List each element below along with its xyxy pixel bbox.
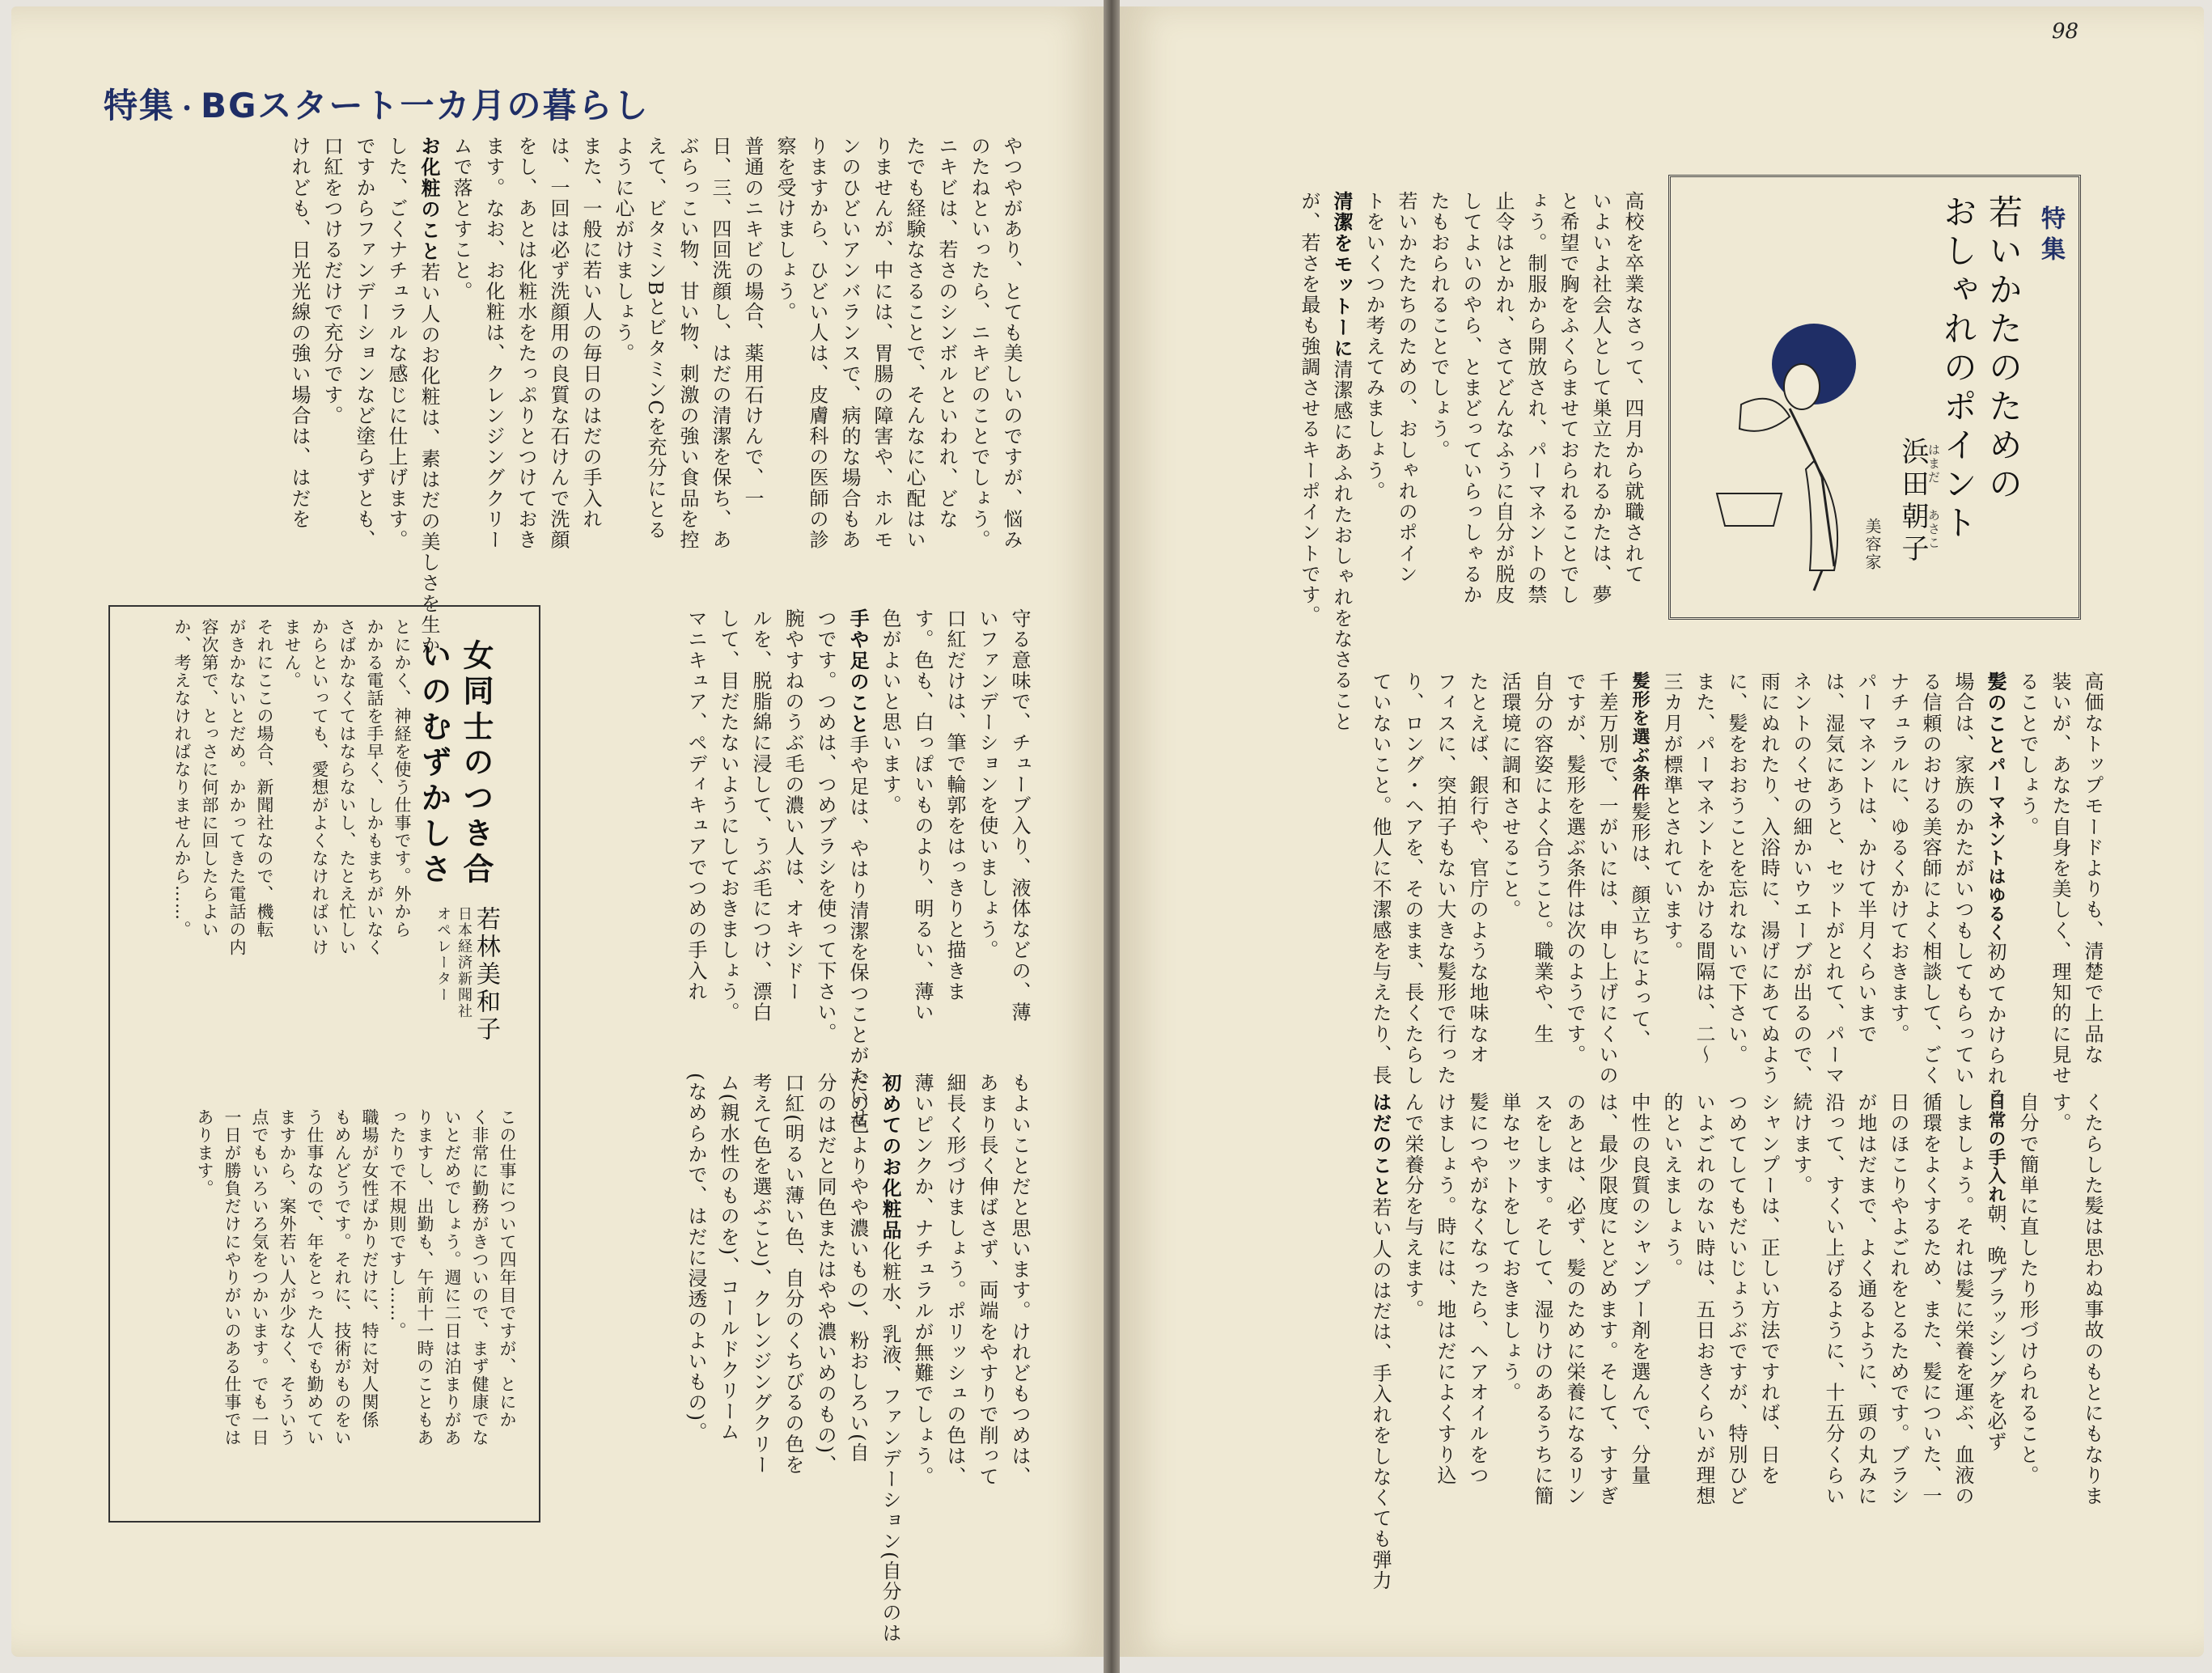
text-line: は、一回は必ず洗顔用の良質な石けんで洗顔 xyxy=(547,136,570,550)
text-line: けれども、日光光線の強い場合は、はだを xyxy=(288,136,311,530)
text-line: 活環境に調和させること。 xyxy=(1498,671,1521,921)
text-line: して、目だたないようにしておきましょう。 xyxy=(717,608,739,1023)
paragraph xyxy=(172,618,412,956)
text-line: が地はだまで、よく通るように、頭の丸みに xyxy=(1854,1092,1877,1506)
paragraph xyxy=(684,608,869,1128)
text-line: えて、ビタミンBとビタミンCを充分にとる xyxy=(644,136,667,540)
text-line: りますし、出勤も、午前十一時のこともあ xyxy=(415,1108,434,1446)
text-line: スをします。そして、湿りけのあるうちに簡 xyxy=(1531,1092,1553,1506)
text-line: トをいくつか考えてみましょう。 xyxy=(1362,191,1385,502)
text-line: 高価なトップモードよりも、清楚で上品な xyxy=(2081,671,2104,1065)
sidebar-affiliation-line2: オペレーター xyxy=(434,906,451,1003)
paragraph xyxy=(1369,671,1651,1086)
text-line: 口紅をつけるだけで充分です。 xyxy=(320,136,343,426)
feature-title-line2: おしゃれのポイント xyxy=(1939,194,1978,544)
book-gutter xyxy=(1104,0,1120,1673)
text-line: ンのひどいアンバランスで、病的な場合もあ xyxy=(838,136,861,550)
text-line: 沿って、すくい上げるように、十五分くらい xyxy=(1822,1092,1845,1506)
text-line: 場合は、家族のかたがいつもしてもらってい xyxy=(1951,671,1974,1086)
text-line: また、一般に若い人の毎日のはだの手入れ xyxy=(579,136,602,530)
text-line: ですが、髪形を選ぶ条件は次のようです。 xyxy=(1563,671,1586,1065)
right-bottom-text xyxy=(1186,1092,2108,1591)
text-line: くたらした髪は思わぬ事故のもとにもなりま xyxy=(2081,1092,2104,1506)
text-line: けましょう。時には、地はだによくすり込 xyxy=(1434,1092,1456,1486)
text-line: 雨にぬれたり、入浴時に、湯げにあてぬよう xyxy=(1757,671,1780,1086)
text-line: 口紅だけは、筆で輪郭をはっきりと描きま xyxy=(943,608,966,1002)
series-title-dot: ・ xyxy=(175,95,201,124)
text-line: ですからファンデーションなど塗らずとも、 xyxy=(353,136,375,550)
series-title-sub: BGスタート一カ月の暮らし xyxy=(201,86,650,125)
text-line: 続けます。 xyxy=(1790,1092,1812,1196)
sidebar-author xyxy=(469,906,502,1100)
text-line: 若い人のはだは、手入れをしなくても弾力 xyxy=(1369,1197,1392,1591)
text-line: のあとは、必ず、髪のために栄養になるリン xyxy=(1563,1092,1586,1506)
text-line: 一日が勝負だけにやりがいのある仕事では xyxy=(222,1108,242,1446)
text-line: 循環をよくするため、また、髪についた、一 xyxy=(1919,1092,1942,1506)
left-col2-text xyxy=(550,608,1036,1129)
text-line: に、髪をおおうことを忘れないで下さい。 xyxy=(1725,671,1748,1065)
heading-daily-care: 日常の手入れ xyxy=(1985,1092,2006,1204)
series-title-main: 特集 xyxy=(104,86,176,125)
text-line: シャンプーは、正しい方法ですれば、日を xyxy=(1757,1092,1780,1486)
feature-title xyxy=(1935,194,2026,544)
sidebar-affiliation xyxy=(432,906,474,1100)
heading-skin: はだのこと xyxy=(1369,1092,1392,1197)
text-line: く非常に勤務がきついので、まず健康でな xyxy=(470,1108,489,1446)
text-line: だの色よりやや濃いもの)、粉おしろい(自 xyxy=(846,1073,869,1463)
sidebar-affiliation-line1: 日本経済新聞社 xyxy=(456,906,472,1019)
text-line: ます。なお、お化粧は、クレンジングクリー xyxy=(482,136,505,550)
text-line: フィスに、突拍子もない大きな髪形で行った xyxy=(1434,671,1456,1086)
text-line: 職場が女性ばかりだけに、特に対人関係 xyxy=(360,1108,379,1429)
heading-first-cosmetics: 初めてのお化粧品 xyxy=(879,1073,901,1241)
sidebar-author-name: 若林美和子 xyxy=(472,906,500,1044)
heading-makeup: お化粧のこと xyxy=(417,136,440,262)
text-line: いとだめでしょう。週に二日は泊まりがあ xyxy=(443,1108,462,1446)
text-line: 察を受けましょう。 xyxy=(773,136,796,323)
sidebar-title-line1: 女同士のつき合 xyxy=(458,639,494,888)
text-line: もめんどうです。それに、技術がものをい xyxy=(333,1108,352,1446)
text-line: つです。つめは、つめブラシを使って下さい。 xyxy=(814,608,837,1044)
text-line: 三カ月が標準とされています。 xyxy=(1660,671,1683,962)
text-line: 髪につやがなくなったら、ヘアオイルをつ xyxy=(1466,1092,1489,1486)
paragraph xyxy=(2016,1092,2104,1506)
text-line: たもおられることでしょう。 xyxy=(1427,191,1450,460)
text-line: 細長く形づけましょう。ポリッシュの色は、 xyxy=(943,1073,966,1487)
heading-cleanliness: 清潔をモットーに xyxy=(1330,191,1353,359)
text-line: たでも経験なさることで、そんなに心配はい xyxy=(903,136,926,550)
sidebar-title xyxy=(413,639,497,914)
heading-hairstyle: 髪形を選ぶ条件 xyxy=(1629,671,1650,802)
illustration-washbasin xyxy=(1717,493,1782,526)
text-line: りませんが、中には、胃腸の障害や、ホルモ xyxy=(871,136,893,550)
text-line: 自分で簡単に直したり形づけられること。 xyxy=(2016,1092,2039,1486)
feature-title-line1: 若いかたのための xyxy=(1984,194,2023,505)
text-line: 朝、晩ブラッシングを必ず xyxy=(1984,1204,2006,1453)
text-line: んで栄養分を与えます。 xyxy=(1401,1092,1424,1320)
text-line: 止令はとかれ、さてどんなふうに自分が脱皮 xyxy=(1492,191,1515,605)
text-line: あります。 xyxy=(195,1108,214,1197)
paragraph xyxy=(2016,671,2104,1086)
paragraph xyxy=(1660,671,2006,1108)
paragraph xyxy=(1369,1197,1392,1590)
heading-hands-feet: 手や足のこと xyxy=(846,608,869,735)
text-line: いファンデーションを使いましょう。 xyxy=(976,608,998,961)
text-line: う仕事なので、年をとった人でも勤めてい xyxy=(305,1108,324,1446)
text-line: 清潔感にあふれたおしゃれをなさること xyxy=(1330,359,1353,732)
left-col3-text xyxy=(550,1073,1036,1644)
text-line: 薄いピンクか、ナチュラルが無難でしょう。 xyxy=(911,1073,934,1487)
text-line: してよいのやら、とまどっていらっしゃるか xyxy=(1460,191,1482,605)
text-line: ルを、脱脂綿に浸して、うぶ毛につけ、漂白 xyxy=(749,608,772,1023)
illustration-face xyxy=(1784,364,1820,409)
illustration-mirror xyxy=(1740,399,1790,431)
text-line: す。色も、白っぽいものより、明るい、薄い xyxy=(911,608,934,1023)
sidebar-body-upper xyxy=(117,618,416,1071)
text-line: 若い人のお化粧は、素はだの美しさを生か xyxy=(417,262,440,656)
text-line: ニキビは、若さのシンボルといわれ、どな xyxy=(935,136,958,530)
author-surname: 浜田 xyxy=(1896,437,1929,502)
illustration-leg xyxy=(1814,570,1822,591)
text-line: かかる電話を手早く、しかもまちがいなく xyxy=(365,618,384,956)
text-line: やつやがあり、とても美しいのですが、悩み xyxy=(1000,136,1023,550)
text-line: つめてしてもだいじょうぶですが、特別ひど xyxy=(1725,1092,1748,1506)
right-intro-text xyxy=(1186,191,1649,732)
left-col1-text xyxy=(97,136,1028,656)
text-line: しましょう。それは髪に栄養を運ぶ、血液の xyxy=(1951,1092,1974,1506)
text-line: ません。 xyxy=(282,618,302,689)
paragraph xyxy=(879,608,1031,1023)
text-line: が、若さを最も強調させるキーポイントです。 xyxy=(1298,191,1320,626)
feature-tag: 特集 xyxy=(2036,205,2065,267)
text-line: 単なセットをしておきましょう。 xyxy=(1498,1092,1521,1403)
text-line: (なめらかで、はだに浸透のよいもの)。 xyxy=(684,1073,707,1443)
text-line: る信頼のおける美容師によく相談して、ごく xyxy=(1919,671,1942,1086)
text-line: からといっても、愛想がよくなければいけ xyxy=(310,618,329,956)
right-lower-text xyxy=(1186,671,2108,1108)
text-line: と希望で胸をふくらませておられることでし xyxy=(1557,191,1579,605)
page-number: 98 xyxy=(2052,19,2079,44)
text-line: 千差万別で、一がいには、申し上げにくいの xyxy=(1595,671,1618,1086)
woman-illustration xyxy=(1693,307,1887,599)
text-line: 手や足は、やはり清潔を保つことがたいせ xyxy=(846,735,869,1129)
text-line: 髪形は、顔立ちによって、 xyxy=(1628,802,1651,1051)
text-line: ていないこと。他人に不潔感を与えたり、長 xyxy=(1369,671,1392,1086)
text-line: 分のはだと同色またはやや濃いめのもの)、 xyxy=(814,1073,837,1476)
sidebar-body-lower xyxy=(117,1108,521,1497)
paragraph xyxy=(1362,191,1644,605)
text-line: パーマネントは、かけて半月くらいまで xyxy=(1854,671,1877,1044)
text-line: 点でもいろいろ気をつかいます。でも一日 xyxy=(250,1108,269,1446)
text-line: この仕事について四年目ですが、とにか xyxy=(498,1108,517,1429)
text-line: 若いかたたちのための、おしゃれのポイン xyxy=(1395,191,1417,585)
text-line: ぶらっこい物、甘い物、刺激の強い食品を控 xyxy=(676,136,699,550)
text-line: とにかく、神経を使う仕事です。外から xyxy=(392,618,412,938)
text-line: ネントのくせの細かいウエーブが出るので、 xyxy=(1790,671,1812,1086)
series-title xyxy=(104,79,650,128)
text-line: それにここの場合、新聞社なので、機転 xyxy=(255,618,274,938)
text-line: り、ロング・ヘアを、そのまま、長くたらし xyxy=(1401,671,1424,1086)
text-line: 考えて色を選ぶこと)、クレンジングクリー xyxy=(749,1073,772,1476)
text-line: 色がよいと思います。 xyxy=(879,608,901,815)
text-line: 高校を卒業なさって、四月から就職されて xyxy=(1621,191,1644,585)
text-line: マニキュア、ペディキュアでつめの手入れ xyxy=(684,608,707,1002)
heading-perm: パーマネントはゆるく xyxy=(1985,756,2006,942)
text-line: ように心がけましょう。 xyxy=(612,136,634,364)
paragraph xyxy=(911,1073,1031,1487)
text-line: ますから、案外若い人が少なく、そういう xyxy=(278,1108,297,1446)
text-line: あまり長く伸ばさず、両端をやすりで削って xyxy=(976,1073,998,1487)
sidebar-title-line2: いのむずかしさ xyxy=(416,639,452,888)
text-line: をし、あとは化粧水をたっぷりとつけておき xyxy=(515,136,537,550)
text-line: 守る意味で、チューブ入り、液体などの、薄 xyxy=(1008,608,1031,1023)
text-line: ムで落とすこと。 xyxy=(450,136,472,302)
text-line: ょう。制服から開放され、パーマネントの禁 xyxy=(1524,191,1547,605)
text-line: がきかないとだめ。かかってきた電話の内 xyxy=(227,618,247,956)
text-line: のたねといったら、ニキビのことでしょう。 xyxy=(968,136,990,550)
text-line: いよいよ社会人として巣立たれるかたは、夢 xyxy=(1589,191,1612,605)
text-line: した、ごくナチュラルな感じに仕上げます。 xyxy=(385,136,408,550)
heading-hair: 髪のこと xyxy=(1984,671,2006,756)
author-given-reading: あさこ xyxy=(1926,509,1941,550)
author-given-name: 朝子 xyxy=(1896,502,1929,566)
text-line: 的といえましょう。 xyxy=(1660,1092,1683,1279)
text-line: たとえば、銀行や、官庁のような地味なオ xyxy=(1466,671,1489,1065)
author-surname-reading: はまだ xyxy=(1926,443,1941,485)
author-reading xyxy=(1926,443,1943,621)
text-line: す。 xyxy=(2049,1092,2071,1134)
text-line: 化粧水、乳液、ファンデーション(自分のは xyxy=(879,1241,901,1644)
text-line: は、湿気にあうと、セットがとれて、パーマ xyxy=(1822,671,1845,1086)
text-line: 日、三、四回洗顔し、はだの清潔を保ち、あ xyxy=(709,136,731,550)
text-line: 普通のニキビの場合、薬用石けんで、一 xyxy=(741,136,764,509)
text-line: 日のほこりやよごれをとるためです。ブラシ xyxy=(1887,1092,1909,1506)
text-line: ったりで不規則ですし……。 xyxy=(388,1108,407,1340)
text-line: ることでしょう。 xyxy=(2016,671,2039,837)
paragraph xyxy=(195,1108,517,1446)
text-line: か、考えなければなりませんから……。 xyxy=(172,618,192,938)
text-line: いよごれのない時は、五日おきくらいが理想 xyxy=(1693,1092,1715,1506)
text-line: ム(親水性のものを)、コールドクリーム xyxy=(717,1073,739,1443)
text-line: 中性の良質のシャンプー剤を選んで、分量 xyxy=(1628,1092,1651,1486)
text-line: 自分の容姿によく合うこと。職業や、生 xyxy=(1531,671,1553,1044)
text-line: 口紅(明るい薄い色、自分のくちびるの色を xyxy=(782,1073,804,1476)
text-line: 初めてかけられる xyxy=(1984,942,2006,1108)
text-line: 容次第で、とっさに何部に回したらよい xyxy=(200,618,219,938)
paragraph xyxy=(1401,1092,2006,1506)
author-role: 美容家 xyxy=(1862,518,1882,571)
text-line: 腕やすねのうぶ毛の濃い人は、オキシドー xyxy=(782,608,804,1002)
text-line: は、最少限度にとどめます。そして、すすぎ xyxy=(1595,1092,1618,1506)
text-line: もよいことだと思います。けれどもつめは、 xyxy=(1008,1073,1031,1487)
text-line: ナチュラルに、ゆるくかけておきます。 xyxy=(1887,671,1909,1044)
text-line: 装いが、あなた自身を美しく、理知的に見せ xyxy=(2049,671,2071,1086)
text-line: さばかなくてはならないし、たとえ忙しい xyxy=(337,618,357,956)
text-line: また、パーマネントをかける間隔は、二〜 xyxy=(1693,671,1715,1065)
text-line: りますから、ひどい人は、皮膚科の医師の診 xyxy=(806,136,828,550)
paragraph xyxy=(450,136,1023,550)
